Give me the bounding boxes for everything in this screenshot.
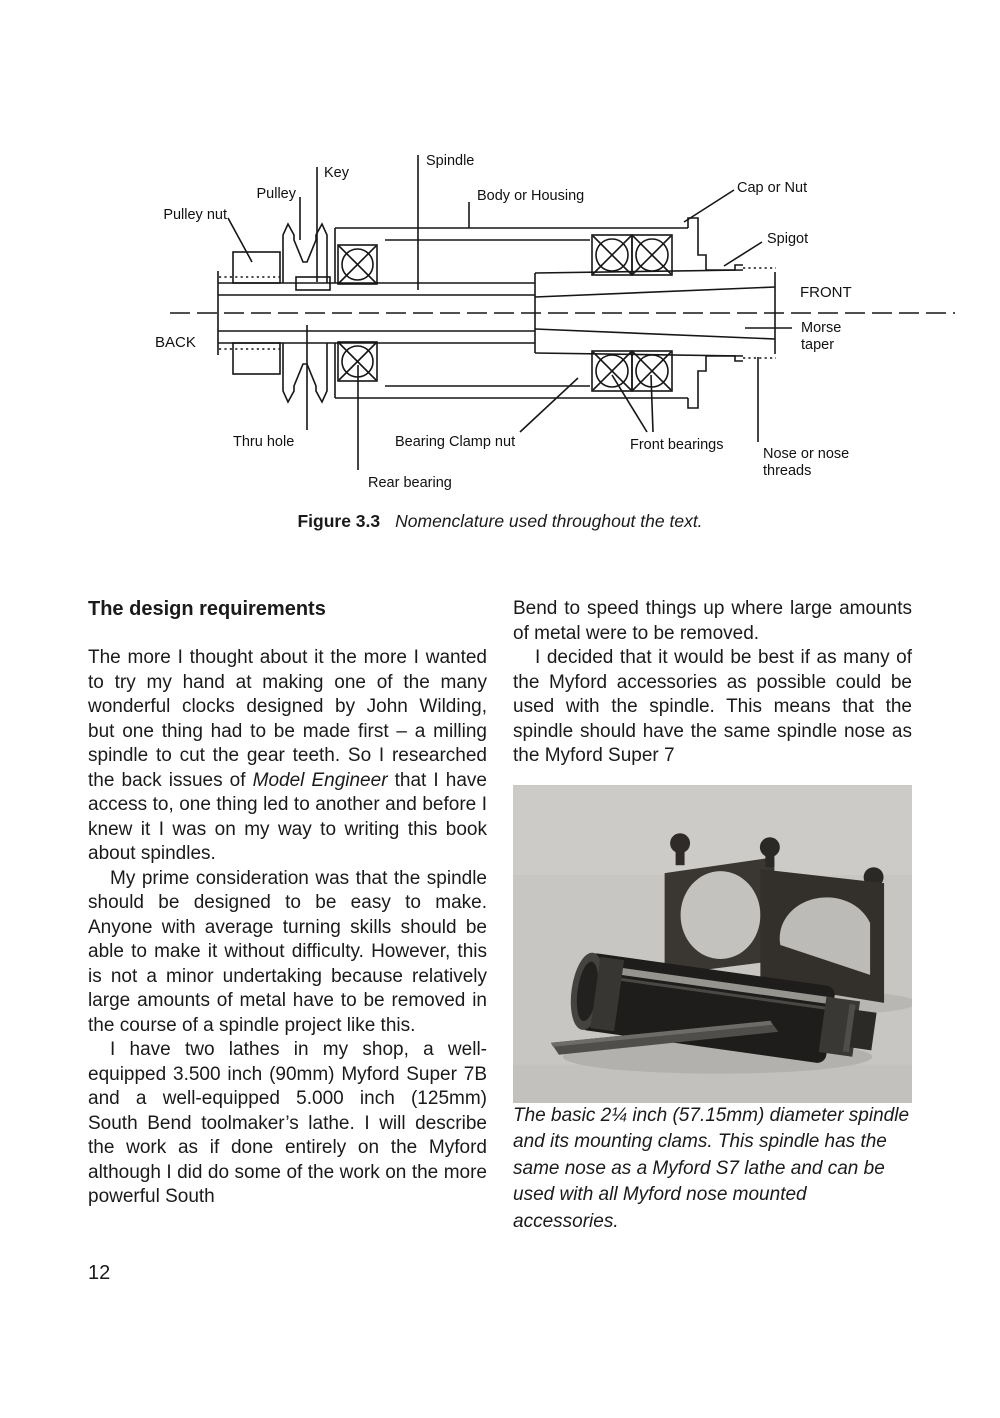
label-pulley-nut: Pulley nut <box>163 207 227 223</box>
figure-caption <box>0 511 1000 532</box>
paragraph-3-continued: Bend to speed things up where large amounts of metal were to be removed. <box>513 598 912 644</box>
paragraph-3: I have two lathes in my shop, a well-equipped 3.500 inch (90mm) Myford Super 7B and a well-equipped 5.000 inch (125mm) South Bend toolmaker’s lathe. I will describe the work as if done entirely on the Myford although I did do some of the work on the more powerful South <box>88 1039 487 1207</box>
paragraph-2: My prime consideration was that the spindle should be designed to be easy to make. Anyone with average turning skills should be able to make it without difficulty. However, this is not a minor undertaking because relatively large amounts of metal have to be removed in the course of a spindle project like this. <box>88 867 487 1036</box>
label-bearing-clamp-nut: Bearing Clamp nut <box>395 434 516 450</box>
spindle-photo <box>513 785 912 1103</box>
paragraph-1 <box>88 646 487 867</box>
label-spigot: Spigot <box>767 231 809 247</box>
label-body-or-housing: Body or Housing <box>477 188 585 204</box>
label-thru-hole: Thru hole <box>233 434 295 450</box>
label-pulley: Pulley <box>256 186 296 202</box>
paragraph-1-text-b: that I have access to, one thing led to another and before I knew it I was on my way to writing this book about spindles. <box>88 769 487 864</box>
label-front: FRONT <box>800 284 852 301</box>
spindle-nomenclature-drawing <box>100 140 980 520</box>
label-front-bearings: Front bearings <box>630 437 724 453</box>
label-back: BACK <box>155 334 196 351</box>
text-columns <box>88 597 912 1235</box>
label-nose-2: threads <box>763 463 812 479</box>
paragraph-1-text-a: The more I thought about it the more I wanted to try my hand at making one of the many wonderful clocks designed by John Wilding, but one thing had to be made first – a milling spindle to cut the gear teeth. So I researched the back issues of <box>88 647 487 791</box>
right-column <box>513 597 912 1235</box>
label-cap-or-nut: Cap or Nut <box>737 180 808 196</box>
page-number: 12 <box>88 1262 111 1284</box>
spindle-photo-illustration <box>513 785 912 1103</box>
label-morse: Morse <box>801 320 842 336</box>
label-taper: taper <box>801 337 835 353</box>
left-column <box>88 597 487 1235</box>
label-spindle: Spindle <box>426 153 475 169</box>
paragraph-1-italic: Model Engineer <box>252 769 388 791</box>
paragraph-4: I decided that it would be best if as many of the Myford accessories as possible could be used with the spindle. This means that the spindle should have the same spindle nose as the Myford Super 7 <box>513 647 912 766</box>
figure-caption-label: Figure 3.3 <box>297 511 381 531</box>
section-heading: The design requirements <box>88 598 326 620</box>
figure-caption-text: Nomenclature used throughout the text. <box>395 511 703 531</box>
figure-3-3-diagram <box>100 140 980 520</box>
label-nose-1: Nose or nose <box>763 446 850 462</box>
photo-caption: The basic 2¼ inch (57.15mm) diameter spindle and its mounting clams. This spindle has the same nose as a Myford S7 lathe and can be used with all Myford nose mounted accessories. <box>513 1104 910 1232</box>
label-key: Key <box>324 165 349 181</box>
label-rear-bearing: Rear bearing <box>368 475 452 491</box>
